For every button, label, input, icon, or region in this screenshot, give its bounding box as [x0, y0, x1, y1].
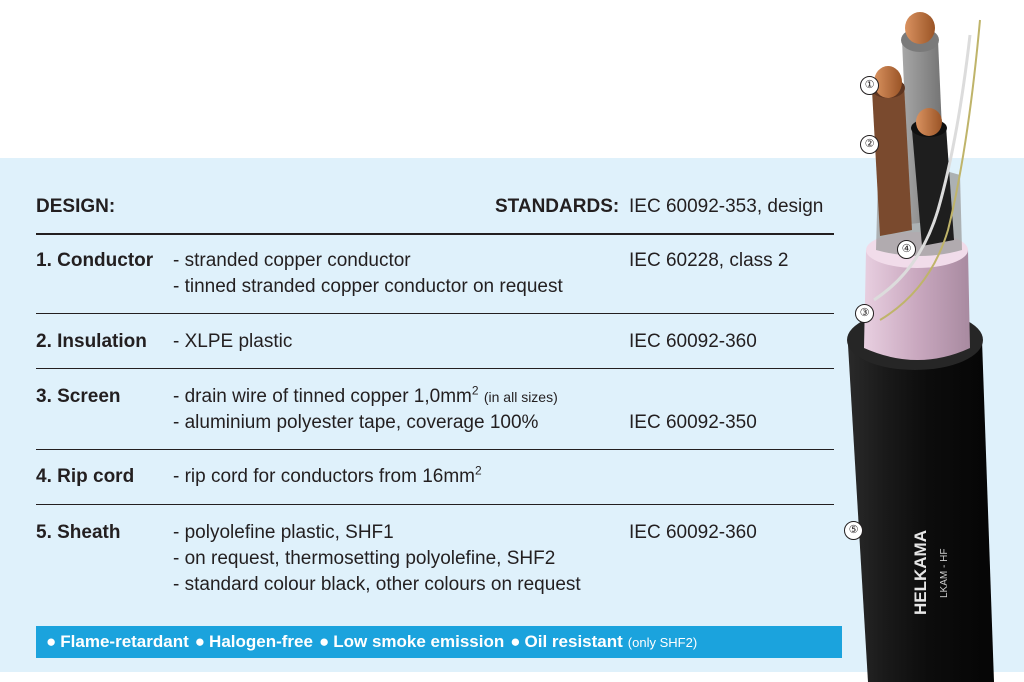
row-line: - rip cord for conductors from $16mm^2$ [173, 463, 482, 487]
row-divider [36, 313, 834, 314]
copper-strands-icon [916, 108, 942, 136]
row-line: - drain wire of tinned copper $1,0mm^2$ (in all sizes) [173, 383, 558, 407]
bullet-icon: ● [510, 632, 521, 651]
bullet-icon: ● [46, 632, 57, 651]
row-standard: IEC 60092-360 [629, 522, 757, 543]
row-title-conductor: 1. Conductor [36, 250, 154, 271]
row-standard: IEC 60092-350 [629, 412, 757, 433]
row-line: - polyolefine plastic, SHF1 [173, 522, 394, 543]
cable-brand: HELKAMA [911, 530, 930, 615]
sheath-body [848, 326, 994, 682]
row-title-screen: 3. Screen [36, 386, 121, 407]
feature-halogen-free: Halogen-free [209, 632, 313, 651]
feature-low-smoke: Low smoke emission [333, 632, 505, 651]
copper-strands-icon [905, 12, 935, 44]
row-line: - aluminium polyester tape, coverage 100% [173, 412, 539, 433]
row-line: - on request, thermosetting polyolefine, SHF2 [173, 548, 556, 569]
design-heading: DESIGN: [36, 196, 116, 217]
row-title-insulation: 2. Insulation [36, 331, 147, 352]
features-bar [36, 626, 842, 658]
marker-4: ④ [897, 240, 916, 259]
standards-value: IEC 60092-353, design [629, 196, 824, 217]
row-divider [36, 449, 834, 450]
bullet-icon: ● [318, 632, 330, 651]
bullet-icon: ● [194, 632, 206, 651]
row-title-sheath: 5. Sheath [36, 522, 121, 543]
cable-illustration [830, 0, 1024, 682]
row-divider [36, 504, 834, 505]
oil-resistant-note: (only SHF2) [627, 634, 698, 650]
row-line: - stranded copper conductor [173, 250, 411, 271]
marker-3: ③ [855, 304, 874, 323]
cable-type: LKAM - HF [939, 548, 950, 598]
row-standard: IEC 60228, class 2 [629, 250, 789, 271]
row-line: - standard colour black, other colours on request [173, 574, 581, 595]
feature-oil-resistant: Oil resistant [524, 632, 623, 651]
marker-1: ① [860, 76, 879, 95]
feature-flame-retardant: Flame-retardant [60, 632, 189, 651]
row-line: - XLPE plastic [173, 331, 293, 352]
row-title-rip-cord: 4. Rip cord [36, 466, 135, 487]
header-divider [36, 233, 834, 235]
row-standard: IEC 60092-360 [629, 331, 757, 352]
standards-heading: STANDARDS: [495, 196, 620, 217]
marker-2: ② [860, 135, 879, 154]
marker-5: ⑤ [844, 521, 863, 540]
row-divider [36, 368, 834, 369]
row-line: - tinned stranded copper conductor on request [173, 276, 563, 297]
